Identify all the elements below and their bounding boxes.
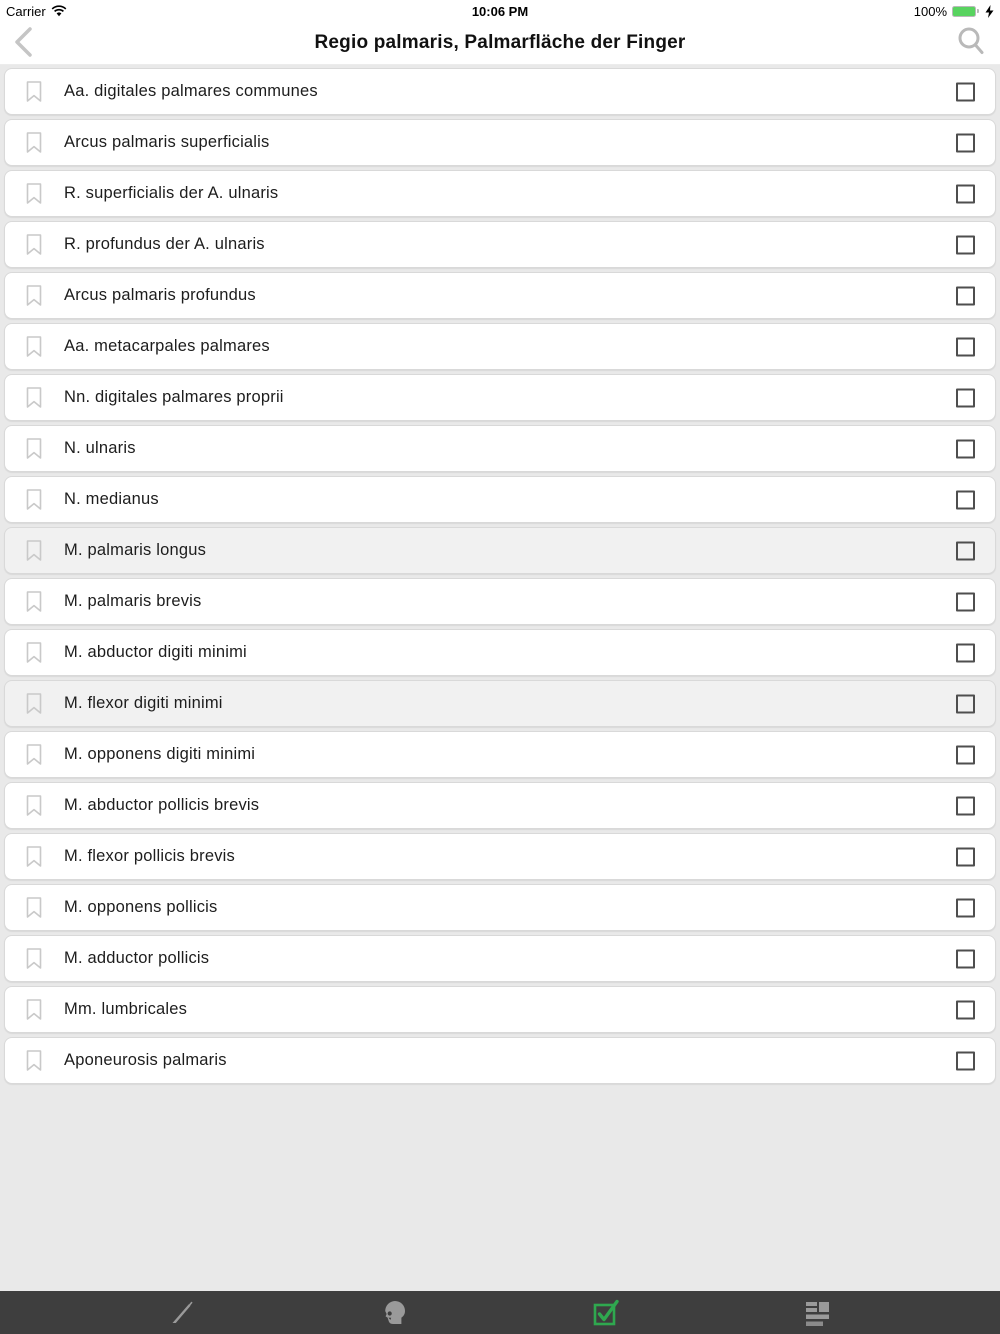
charging-bolt-icon <box>985 5 994 18</box>
scalpel-icon <box>167 1298 197 1328</box>
list-item-label: Aponeurosis palmaris <box>64 1051 227 1069</box>
list-item-label: N. ulnaris <box>64 439 136 457</box>
search-icon <box>954 24 988 60</box>
item-checkbox[interactable] <box>956 694 975 713</box>
list-item[interactable] <box>4 119 996 166</box>
item-checkbox[interactable] <box>956 541 975 560</box>
bookmark-icon[interactable] <box>26 387 42 408</box>
bookmark-icon[interactable] <box>26 795 42 816</box>
list-item-label: M. flexor digiti minimi <box>64 694 223 712</box>
list-item[interactable] <box>4 68 996 115</box>
status-bar <box>0 0 1000 22</box>
list-item-label: M. opponens pollicis <box>64 898 218 916</box>
bookmark-icon[interactable] <box>26 489 42 510</box>
item-checkbox[interactable] <box>956 847 975 866</box>
tab-notes[interactable] <box>788 1291 848 1334</box>
item-checkbox[interactable] <box>956 592 975 611</box>
bookmark-icon[interactable] <box>26 744 42 765</box>
wifi-icon <box>51 5 67 17</box>
item-checkbox[interactable] <box>956 184 975 203</box>
battery-percent-label: 100% <box>913 3 947 19</box>
list-item[interactable] <box>4 578 996 625</box>
tab-bar <box>0 1291 1000 1334</box>
list-item-label: Aa. metacarpales palmares <box>64 337 270 355</box>
list-item-label: N. medianus <box>64 490 159 508</box>
page-title: Regio palmaris, Palmarfläche der Finger <box>314 32 686 53</box>
item-checkbox[interactable] <box>956 745 975 764</box>
list-item-label: M. flexor pollicis brevis <box>64 847 235 865</box>
bookmark-icon[interactable] <box>26 897 42 918</box>
list-item[interactable] <box>4 680 996 727</box>
list-item-label: M. abductor pollicis brevis <box>64 796 260 814</box>
item-checkbox[interactable] <box>956 337 975 356</box>
bookmark-icon[interactable] <box>26 438 42 459</box>
item-checkbox[interactable] <box>956 490 975 509</box>
list-item[interactable] <box>4 782 996 829</box>
list-item[interactable] <box>4 731 996 778</box>
item-checkbox[interactable] <box>956 1051 975 1070</box>
item-list <box>0 64 1000 1291</box>
list-item-label: R. profundus der A. ulnaris <box>64 235 265 253</box>
list-item[interactable] <box>4 374 996 421</box>
bookmark-icon[interactable] <box>26 234 42 255</box>
clock-label: 10:06 PM <box>471 3 529 19</box>
layout-list-icon <box>804 1299 832 1327</box>
header <box>0 0 1000 65</box>
list-item-label: M. palmaris brevis <box>64 592 202 610</box>
item-checkbox[interactable] <box>956 796 975 815</box>
list-item[interactable] <box>4 986 996 1033</box>
item-checkbox[interactable] <box>956 235 975 254</box>
bookmark-icon[interactable] <box>26 642 42 663</box>
nav-bar <box>0 22 1000 64</box>
list-item[interactable] <box>4 935 996 982</box>
bookmark-icon[interactable] <box>26 183 42 204</box>
item-checkbox[interactable] <box>956 898 975 917</box>
list-item-label: Nn. digitales palmares proprii <box>64 388 284 406</box>
list-item-label: Arcus palmaris superficialis <box>64 133 270 151</box>
tab-checklist[interactable] <box>576 1291 636 1334</box>
list-item[interactable] <box>4 221 996 268</box>
list-item[interactable] <box>4 323 996 370</box>
bookmark-icon[interactable] <box>26 591 42 612</box>
bookmark-icon[interactable] <box>26 846 42 867</box>
list-item-label: Aa. digitales palmares communes <box>64 82 318 100</box>
list-item[interactable] <box>4 1037 996 1084</box>
item-checkbox[interactable] <box>956 643 975 662</box>
item-checkbox[interactable] <box>956 286 975 305</box>
skull-icon <box>379 1298 409 1328</box>
item-checkbox[interactable] <box>956 949 975 968</box>
bookmark-icon[interactable] <box>26 999 42 1020</box>
list-item[interactable] <box>4 170 996 217</box>
bookmark-icon[interactable] <box>26 1050 42 1071</box>
bookmark-icon[interactable] <box>26 948 42 969</box>
item-checkbox[interactable] <box>956 439 975 458</box>
bookmark-icon[interactable] <box>26 693 42 714</box>
bookmark-icon[interactable] <box>26 132 42 153</box>
search-button[interactable] <box>954 24 988 60</box>
bookmark-icon[interactable] <box>26 336 42 357</box>
tab-dissection[interactable] <box>152 1291 212 1334</box>
item-checkbox[interactable] <box>956 1000 975 1019</box>
list-item-label: M. adductor pollicis <box>64 949 210 967</box>
list-item[interactable] <box>4 527 996 574</box>
bookmark-icon[interactable] <box>26 81 42 102</box>
checklist-icon <box>590 1297 622 1329</box>
list-item-label: M. palmaris longus <box>64 541 207 559</box>
bookmark-icon[interactable] <box>26 540 42 561</box>
item-checkbox[interactable] <box>956 133 975 152</box>
carrier-label: Carrier <box>6 3 46 19</box>
list-item[interactable] <box>4 272 996 319</box>
tab-anatomy[interactable] <box>364 1291 424 1334</box>
list-item-label: R. superficialis der A. ulnaris <box>64 184 279 202</box>
list-item-label: M. opponens digiti minimi <box>64 745 256 763</box>
list-item[interactable] <box>4 629 996 676</box>
item-checkbox[interactable] <box>956 388 975 407</box>
list-item[interactable] <box>4 425 996 472</box>
list-item[interactable] <box>4 476 996 523</box>
list-item[interactable] <box>4 833 996 880</box>
battery-icon <box>952 6 979 17</box>
list-item[interactable] <box>4 884 996 931</box>
item-checkbox[interactable] <box>956 82 975 101</box>
list-item-label: M. abductor digiti minimi <box>64 643 247 661</box>
bookmark-icon[interactable] <box>26 285 42 306</box>
list-item-label: Arcus palmaris profundus <box>64 286 256 304</box>
list-item-label: Mm. lumbricales <box>64 1000 188 1018</box>
